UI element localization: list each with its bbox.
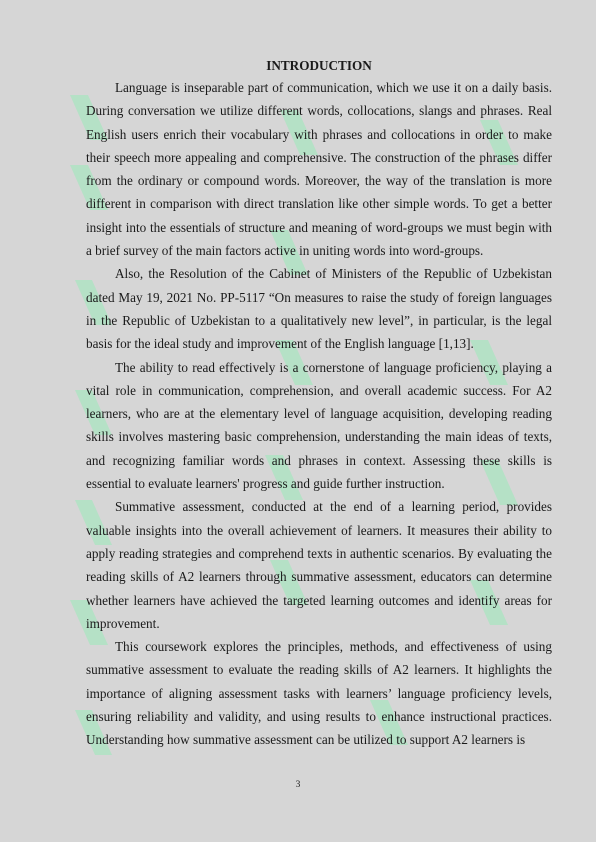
- page-number: 3: [295, 780, 301, 790]
- paragraph-1: Language is inseparable part of communication, which we use it on a daily basis. During conversation we utilize different words, collocations, slangs and phrases. Real English users enrich their vocabulary with phrases and collocations in order to make their speech more appealing and comprehensive. The construction of the phrases differ from the ordinary or compound words. Moreover, the way of the translation is more different in comparison with direct translation like other simple words. To get a better insight into the essentials of structure and meaning of word-groups we must begin with a brief survey of the main factors active in uniting words into word-groups.: [86, 80, 552, 259]
- document-body: [86, 56, 552, 752]
- paragraph-5: This coursework explores the principles, methods, and effectiveness of using summative assessment to evaluate the reading skills of A2 learners. It highlights the importance of aligning assessment tasks with learners’ language proficiency levels, ensuring reliability and validity, and using results to enhance instructional practices. Understanding how summative assessment can be utilized to support A2 learners is: [86, 639, 552, 748]
- paragraph-2: Also, the Resolution of the Cabinet of Ministers of the Republic of Uzbekistan dated May 19, 2021 No. PP-5117 “On measures to raise the study of foreign languages in the Republic of Uzbekistan to a qualitatively new level”, in particular, is the legal basis for the ideal study and improvement of the English language [1,13].: [86, 266, 552, 352]
- paragraph-4: Summative assessment, conducted at the end of a learning period, provides valuable insights into the overall achievement of learners. It measures their ability to apply reading strategies and comprehend texts in authentic scenarios. By evaluating the reading skills of A2 learners through summative assessment, educators can determine whether learners have achieved the targeted learning outcomes and identify areas for improvement.: [86, 499, 552, 631]
- paragraph-3: The ability to read effectively is a cornerstone of language proficiency, playing a vital role in communication, comprehension, and overall academic success. For A2 learners, who are at the elementary level of language acquisition, developing reading skills involves mastering basic comprehension, understanding the main ideas of texts, and recognizing familiar words and phrases in context. Assessing these skills is essential to evaluate learners' progress and guide further instruction.: [86, 359, 552, 492]
- page-title: INTRODUCTION: [266, 58, 372, 73]
